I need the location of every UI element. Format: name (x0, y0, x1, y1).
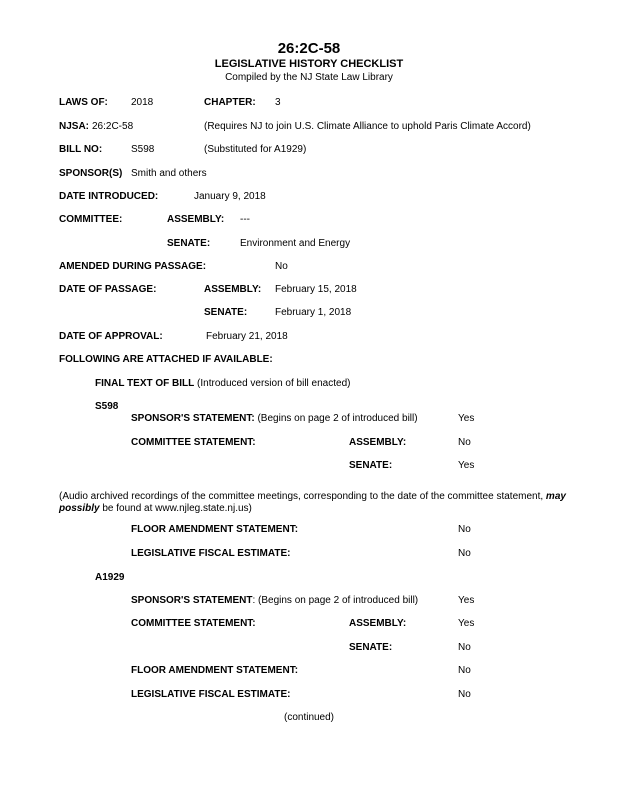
a1929-floor-label: FLOOR AMENDMENT STATEMENT: (131, 665, 299, 676)
s598-floor-value: No (458, 524, 471, 535)
a1929-heading: A1929 (95, 572, 125, 583)
a1929-fiscal-label: LEGISLATIVE FISCAL ESTIMATE: (131, 689, 291, 700)
passage-assembly-value: February 15, 2018 (275, 284, 357, 295)
bill-no-label: BILL NO: (59, 144, 103, 155)
bill-no-note: (Substituted for A1929) (204, 144, 307, 155)
chapter-value: 3 (275, 97, 281, 108)
committee-senate-label: SENATE: (167, 238, 211, 249)
continued-note: (continued) (283, 712, 335, 723)
passage-assembly-label: ASSEMBLY: (204, 284, 262, 295)
a1929-committee-label: COMMITTEE STATEMENT: (131, 618, 256, 629)
s598-sponsor-note: (Begins on page 2 of introduced bill) (257, 413, 418, 424)
a1929-committee-assembly-label: ASSEMBLY: (349, 618, 407, 629)
following-heading: FOLLOWING ARE ATTACHED IF AVAILABLE: (59, 354, 273, 365)
a1929-fiscal-value: No (458, 689, 471, 700)
s598-sponsor-label: SPONSOR'S STATEMENT: (131, 413, 255, 424)
final-text-label: FINAL TEXT OF BILL (95, 378, 195, 389)
s598-committee-senate-label: SENATE: (349, 460, 393, 471)
passage-senate-value: February 1, 2018 (275, 307, 352, 318)
citation-heading: 26:2C-58 (277, 40, 341, 57)
njsa-description: (Requires NJ to join U.S. Climate Alliance to uphold Paris Climate Accord) (204, 121, 531, 132)
date-of-passage-label: DATE OF PASSAGE: (59, 284, 157, 295)
a1929-sponsor-note: : (Begins on page 2 of introduced bill) (252, 595, 419, 606)
checklist-title: LEGISLATIVE HISTORY CHECKLIST (214, 58, 404, 70)
s598-floor-label: FLOOR AMENDMENT STATEMENT: (131, 524, 299, 535)
committee-assembly-value: --- (240, 214, 250, 225)
s598-fiscal-value: No (458, 548, 471, 559)
a1929-committee-assembly-value: Yes (458, 618, 475, 629)
s598-fiscal-label: LEGISLATIVE FISCAL ESTIMATE: (131, 548, 291, 559)
compiled-by: Compiled by the NJ State Law Library (225, 72, 393, 83)
s598-committee-assembly-value: No (458, 437, 471, 448)
sponsors-value: Smith and others (131, 168, 207, 179)
a1929-committee-senate-value: No (458, 642, 471, 653)
audio-note-text-end: be found at www.njleg.state.nj.us) (99, 503, 252, 514)
njsa-value: 26:2C-58 (92, 121, 134, 132)
s598-committee-assembly-label: ASSEMBLY: (349, 437, 407, 448)
a1929-sponsor-line (131, 595, 418, 607)
date-of-approval-value: February 21, 2018 (206, 331, 288, 342)
committee-label: COMMITTEE: (59, 214, 123, 225)
bill-no-value: S598 (131, 144, 155, 155)
passage-senate-label: SENATE: (204, 307, 248, 318)
laws-of-label: LAWS OF: (59, 97, 108, 108)
laws-of-year: 2018 (131, 97, 154, 108)
amended-label: AMENDED DURING PASSAGE: (59, 261, 207, 272)
audio-archive-note (59, 491, 567, 515)
committee-assembly-label: ASSEMBLY: (167, 214, 225, 225)
sponsors-label: SPONSOR(S) (59, 168, 123, 179)
s598-sponsor-line (131, 413, 418, 425)
amended-value: No (275, 261, 288, 272)
chapter-label: CHAPTER: (204, 97, 256, 108)
final-text-note: (Introduced version of bill enacted) (197, 378, 351, 389)
a1929-sponsor-label: SPONSOR'S STATEMENT (131, 595, 253, 606)
audio-note-emphasis: may possibly (59, 491, 566, 514)
date-introduced-value: January 9, 2018 (194, 191, 266, 202)
njsa-label: NJSA: (59, 121, 90, 132)
audio-note-text: (Audio archived recordings of the committee meetings, corresponding to the date of the committee statement, (59, 491, 546, 502)
date-introduced-label: DATE INTRODUCED: (59, 191, 159, 202)
a1929-sponsor-value: Yes (458, 595, 475, 606)
a1929-committee-senate-label: SENATE: (349, 642, 393, 653)
s598-heading: S598 (95, 401, 119, 412)
s598-sponsor-value: Yes (458, 413, 475, 424)
s598-committee-senate-value: Yes (458, 460, 475, 471)
s598-committee-label: COMMITTEE STATEMENT: (131, 437, 256, 448)
committee-senate-value: Environment and Energy (240, 238, 351, 249)
final-text-line (95, 378, 350, 390)
a1929-floor-value: No (458, 665, 471, 676)
date-of-approval-label: DATE OF APPROVAL: (59, 331, 163, 342)
